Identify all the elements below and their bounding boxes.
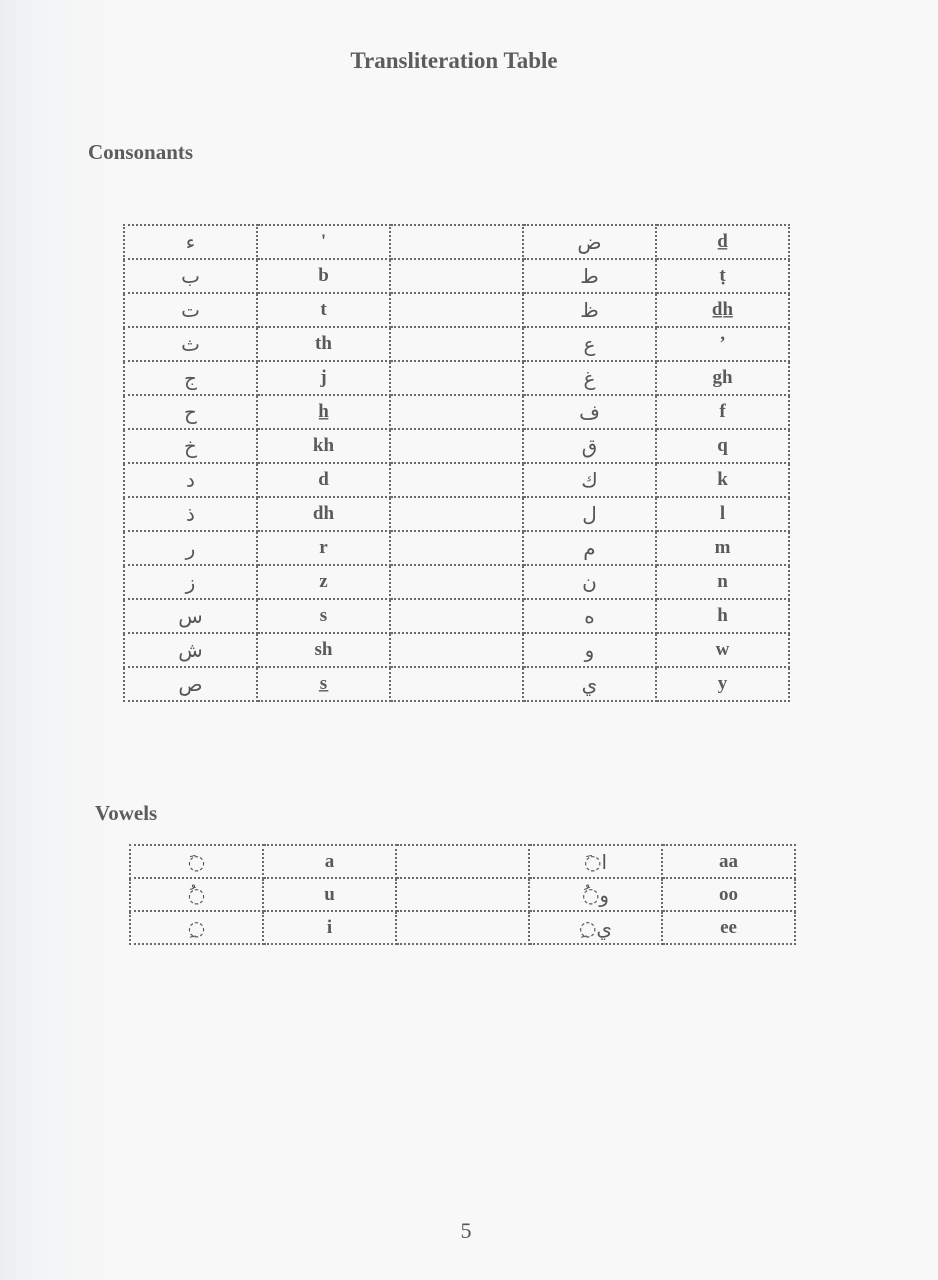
vowel-row: [130, 845, 795, 878]
arabic-letter: ذ: [124, 497, 257, 531]
transliteration: l: [656, 497, 789, 531]
arabic-letter: ث: [124, 327, 257, 361]
arabic-letter: ل: [523, 497, 656, 531]
consonant-row: [124, 599, 789, 633]
transliteration: m: [656, 531, 789, 565]
arabic-letter: ر: [124, 531, 257, 565]
spacer-cell: [390, 531, 523, 565]
spacer-cell: [390, 327, 523, 361]
vowels-heading: Vowels: [95, 801, 158, 825]
arabic-letter: ط: [523, 259, 656, 293]
consonant-row: [124, 667, 789, 701]
arabic-vowel-mark: ◌ُ: [130, 878, 263, 911]
spacer-cell: [390, 293, 523, 327]
consonant-row: [124, 293, 789, 327]
transliteration: s: [257, 599, 390, 633]
consonant-row: [124, 497, 789, 531]
arabic-letter: م: [523, 531, 656, 565]
transliteration: q: [656, 429, 789, 463]
arabic-letter: ت: [124, 293, 257, 327]
arabic-letter: ض: [523, 225, 656, 259]
transliteration: a: [263, 845, 396, 878]
arabic-letter: ج: [124, 361, 257, 395]
arabic-letter: س: [124, 599, 257, 633]
transliteration: z: [257, 565, 390, 599]
arabic-letter: ح: [124, 395, 257, 429]
page-title: Transliteration Table: [350, 48, 558, 73]
transliteration: d̲: [656, 225, 789, 259]
arabic-vowel-mark: ◌َ: [130, 845, 263, 878]
transliteration: th: [257, 327, 390, 361]
arabic-letter: ن: [523, 565, 656, 599]
transliteration: h: [656, 599, 789, 633]
transliteration: kh: [257, 429, 390, 463]
transliteration: i: [263, 911, 396, 944]
spacer-cell: [390, 497, 523, 531]
spacer-cell: [390, 225, 523, 259]
arabic-letter: ق: [523, 429, 656, 463]
transliteration: ': [257, 225, 390, 259]
consonant-row: [124, 361, 789, 395]
spacer-cell: [396, 878, 529, 911]
arabic-long-vowel: ◌ُو: [529, 878, 662, 911]
consonant-row: [124, 463, 789, 497]
arabic-letter: و: [523, 633, 656, 667]
transliteration: ’: [656, 327, 789, 361]
arabic-long-vowel: ◌ِي: [529, 911, 662, 944]
transliteration: d̲h̲: [656, 293, 789, 327]
consonants-table: [123, 224, 790, 702]
spacer-cell: [390, 259, 523, 293]
spacer-cell: [390, 463, 523, 497]
transliteration: ṭ: [656, 259, 789, 293]
consonant-row: [124, 327, 789, 361]
transliteration: gh: [656, 361, 789, 395]
spacer-cell: [390, 599, 523, 633]
spacer-cell: [396, 911, 529, 944]
transliteration: y: [656, 667, 789, 701]
transliteration: f: [656, 395, 789, 429]
consonant-row: [124, 633, 789, 667]
spacer-cell: [390, 395, 523, 429]
transliteration: u: [263, 878, 396, 911]
arabic-letter: د: [124, 463, 257, 497]
consonant-row: [124, 395, 789, 429]
transliteration: oo: [662, 878, 795, 911]
arabic-letter: خ: [124, 429, 257, 463]
consonant-row: [124, 531, 789, 565]
spacer-cell: [390, 667, 523, 701]
arabic-letter: ء: [124, 225, 257, 259]
arabic-letter: ع: [523, 327, 656, 361]
transliteration: t: [257, 293, 390, 327]
transliteration: dh: [257, 497, 390, 531]
spacer-cell: [390, 361, 523, 395]
spacer-cell: [390, 633, 523, 667]
arabic-letter: ي: [523, 667, 656, 701]
transliteration: w: [656, 633, 789, 667]
spacer-cell: [390, 429, 523, 463]
spacer-cell: [396, 845, 529, 878]
transliteration: d: [257, 463, 390, 497]
transliteration: aa: [662, 845, 795, 878]
arabic-letter: ك: [523, 463, 656, 497]
consonant-row: [124, 565, 789, 599]
spacer-cell: [390, 565, 523, 599]
consonants-heading: Consonants: [88, 140, 194, 164]
transliteration: k: [656, 463, 789, 497]
consonant-row: [124, 259, 789, 293]
arabic-letter: ش: [124, 633, 257, 667]
vowel-row: [130, 911, 795, 944]
arabic-letter: ظ: [523, 293, 656, 327]
transliteration: n: [656, 565, 789, 599]
vowel-row: [130, 878, 795, 911]
page-number: 5: [460, 1218, 472, 1243]
arabic-letter: ب: [124, 259, 257, 293]
transliteration: r: [257, 531, 390, 565]
transliteration: b: [257, 259, 390, 293]
transliteration: s̲: [257, 667, 390, 701]
transliteration: ee: [662, 911, 795, 944]
consonant-row: [124, 429, 789, 463]
arabic-letter: غ: [523, 361, 656, 395]
arabic-letter: ه: [523, 599, 656, 633]
vowels-table: [129, 844, 796, 945]
transliteration: sh: [257, 633, 390, 667]
arabic-long-vowel: ◌َا: [529, 845, 662, 878]
consonant-row: [124, 225, 789, 259]
arabic-letter: ز: [124, 565, 257, 599]
transliteration: h̲: [257, 395, 390, 429]
arabic-letter: ف: [523, 395, 656, 429]
transliteration: j: [257, 361, 390, 395]
arabic-vowel-mark: ◌ِ: [130, 911, 263, 944]
arabic-letter: ص: [124, 667, 257, 701]
